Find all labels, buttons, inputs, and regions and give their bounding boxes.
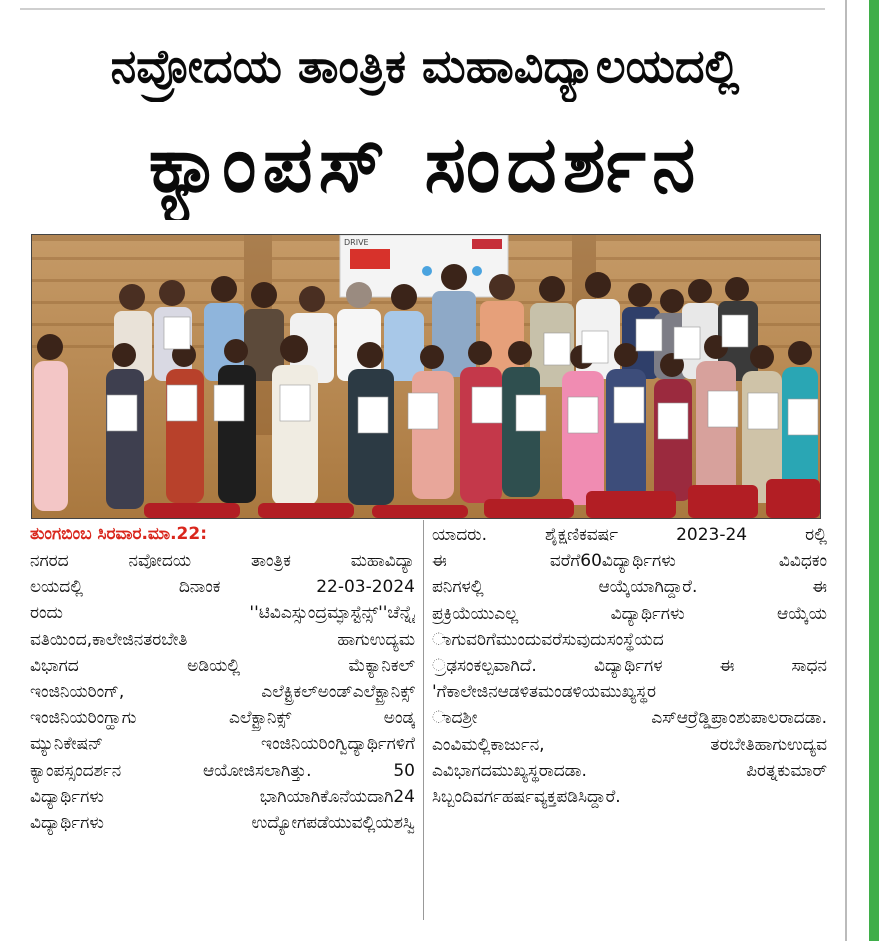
article-line: ಕ್ಯಾಂಪಸ್ಸಂದರ್ಶನ ಆಯೋಜಿಸಲಾಗಿತ್ತು. 50 [30,760,415,781]
column-rule [845,0,847,941]
article-line: ಪ್ರಕ್ರಿಯೆಯುಎಲ್ಲ ವಿದ್ಯಾರ್ಥಿಗಳು ಆಯ್ಕೆಯ [432,603,827,624]
article-line: ಎವಿಭಾಗದಮುಖ್ಯಸ್ಥರಾದಡಾ. ಪಿರತ್ನಕುಮಾರ್ [432,760,827,781]
article-left-column [30,548,415,836]
article-line: ಪನಿಗಳಲ್ಲಿ ಆಯ್ಕೆಯಾಗಿದ್ದಾರೆ. ಈ [432,577,827,598]
column-divider [423,520,424,920]
group-photo-illustration [32,235,820,518]
dateline: ತುಂಗಬಿಂಬ ಸಿರವಾರ.ಮಾ.22: [30,524,207,544]
article-line: ಎಂವಿಮಲ್ಲಿಕಾರ್ಜುನ, ತರಬೇತಿಹಾಗುಉದ್ಯವ [432,734,827,755]
article-line: ಈ ವರೆಗೆ60ವಿದ್ಯಾರ್ಥಿಗಳು ವಿವಿಧಕಂ [432,551,827,572]
article-line: ವಿದ್ಯಾರ್ಥಿಗಳು ಭಾಗಿಯಾಗಿಕೊನೆಯದಾಗಿ24 [30,786,415,807]
article-line: ಇಂಜಿನಿಯರಿಂಗ್ಹಾಗು ಎಲೆಕ್ಟ್ರಾನಿಕ್ಸ್ ಅಂಡ್ಕ [30,708,415,729]
article-line: ಯಾದರು. ಶೈಕ್ಷಣಿಕವರ್ಷ 2023-24 ರಲ್ಲಿ [432,525,827,545]
top-rule [20,8,825,10]
banner-text: DRIVE [344,238,369,247]
article-line: ಾಗುವರಿಗೆಮುಂದುವರೆಸುವುದುಸಂಸ್ಥೆಯದ [432,629,664,650]
headline-line-1: ನವ್ರೋದಯ ತಾಂತ್ರಿಕ ಮಹಾವಿದ್ಯಾಲಯದಲ್ಲಿ [110,39,740,93]
article-line: ಮ್ಯುನಿಕೇಷನ್ ಇಂಜಿನಿಯರಿಂಗ್ವಿದ್ಯಾರ್ಥಿಗಳಿಗೆ [30,734,415,755]
green-edge-rule [869,0,879,941]
article-line: ವಿದ್ಯಾರ್ಥಿಗಳು ಉದ್ಯೋಗಪಡೆಯುವಲ್ಲಿಯಶಸ್ವಿ [30,813,415,834]
group-photo [31,234,821,519]
article-line: ಲಯದಲ್ಲಿ ದಿನಾಂಕ 22-03-2024 [30,577,415,598]
headline-line-2: ಕ್ಯಾಂಪಸ್ ಸಂದರ್ಶನ [148,120,702,210]
article-right-column [432,522,827,810]
article-line: ್ರಢಸಂಕಲ್ಪವಾಗಿದೆ. ವಿದ್ಯಾರ್ಥಿಗಳ ಈ ಸಾಧನ [432,656,827,677]
article-line: ರಂದು ''ಟಿವಿಎಸ್ಸುಂದ್ರಮ್ಫಾಸ್ಟೆನ್ಸ್''ಚೆನ್ನೈ [30,603,415,624]
article-line: ವತಿಯಿಂದ,ಕಾಲೇಜಿನತರಬೇತಿ ಹಾಗುಉದ್ಯಮ [30,629,415,650]
article-line: ಾದಶ್ರೀ ಎಸ್ಆರ್ರೆಡ್ಡಿಪ್ರಾಂಶುಪಾಲರಾದಡಾ. [432,708,827,729]
article-line: ವಿಭಾಗದ ಅಡಿಯಲ್ಲಿ ಮೆಕ್ಯಾನಿಕಲ್ [30,655,415,676]
article-line: ನಗರದ ನವೋದಯ ತಾಂತ್ರಿಕ ಮಹಾವಿದ್ಯಾ [30,551,415,571]
article-line: ಸಿಬ್ಬಂದಿವರ್ಗಹರ್ಷವ್ಯಕ್ತಪಡಿಸಿದ್ದಾರೆ. [432,787,621,808]
article-line: 'ಗೆಕಾಲೇಜಿನಆಡಳಿತಮಂಡಳಿಯಮುಖ್ಯಸ್ಥರ [432,682,657,703]
article-line: ಇಂಜಿನಿಯರಿಂಗ್, ಎಲೆಕ್ಟ್ರಿಕಲ್ಅಂಡ್ಎಲೆಕ್ಟ್ರಾನಿಕ್ಸ್ [30,682,415,703]
